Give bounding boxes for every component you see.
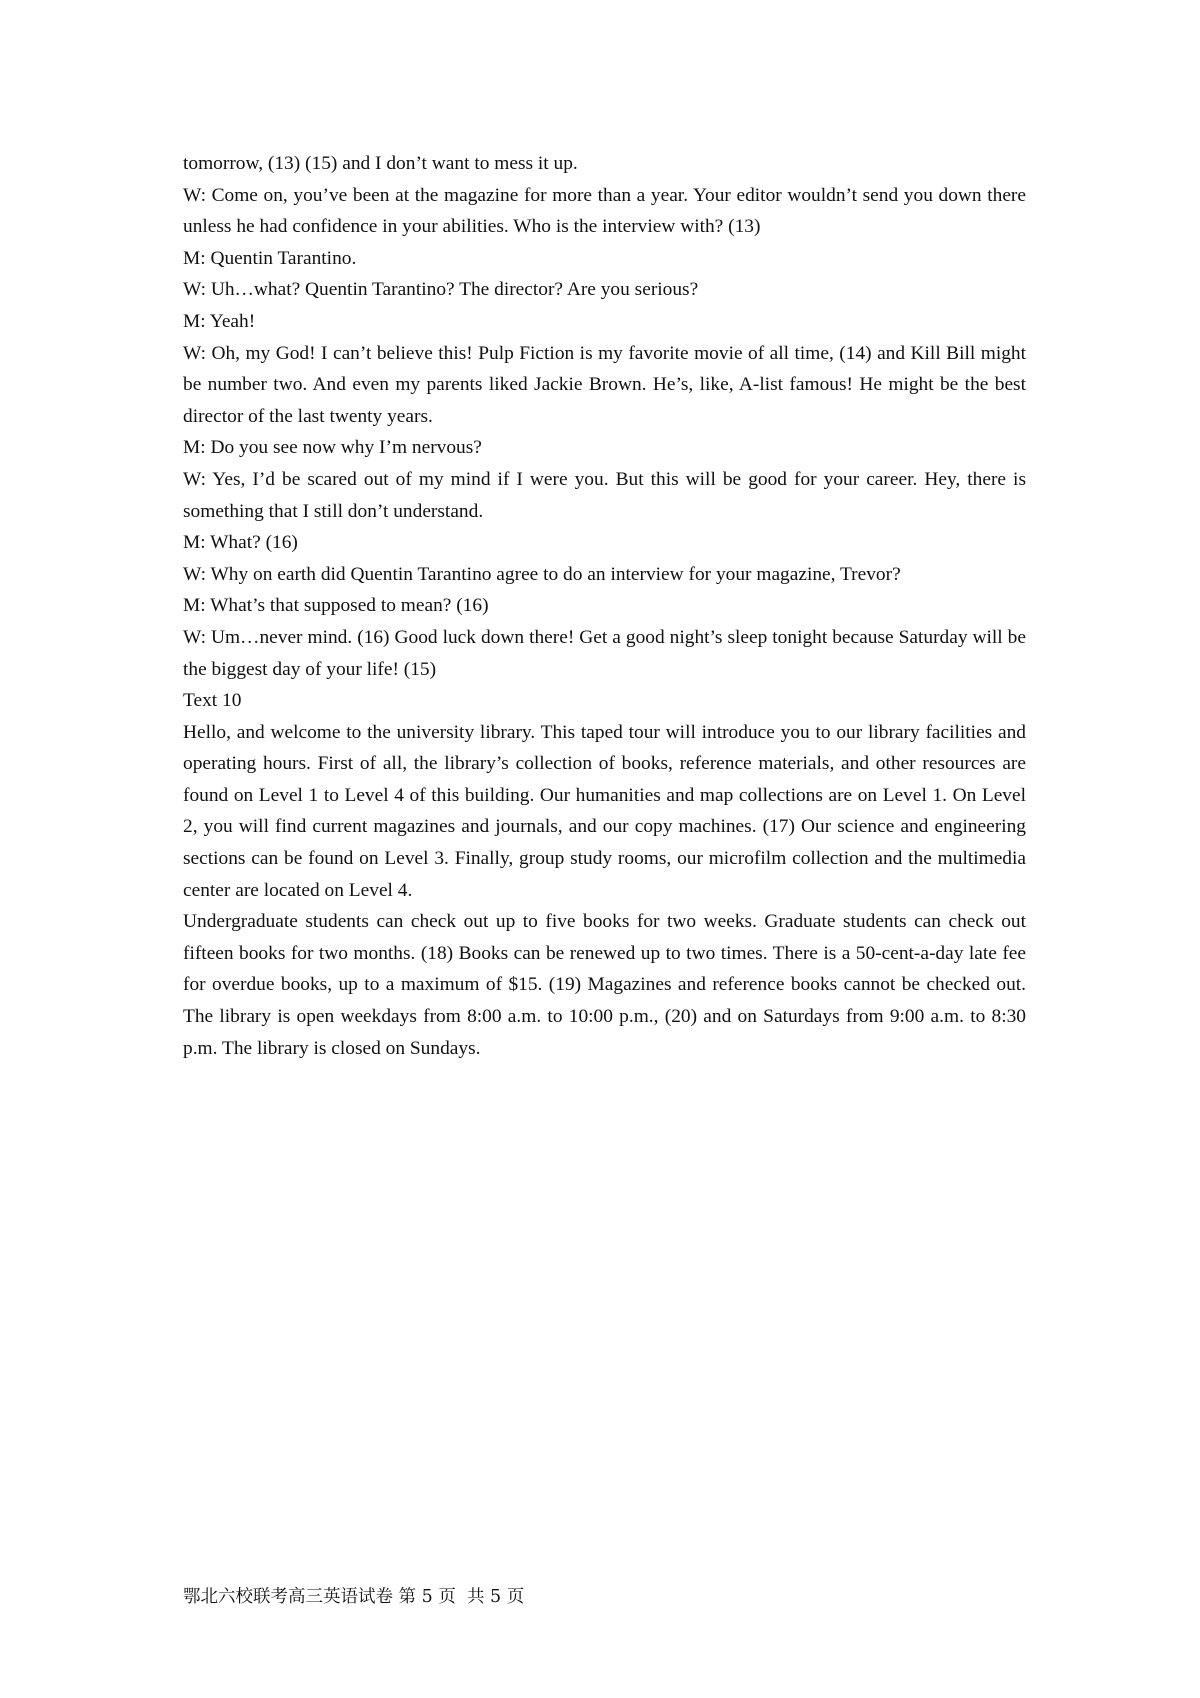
page-footer: 鄂北六校联考高三英语试卷 第 5 页 共 5 页: [183, 1587, 525, 1607]
paragraph-line: M: Yeah!: [183, 310, 256, 332]
paragraph-line: W: Oh, my God! I can’t believe this! Pulp Fiction is my favorite movie of all time, (14) and Kill Bill might be number two. And even my parents liked Jackie Brown. He’s, like, A-list famous! He might be the best director of the last twenty years.: [183, 342, 1026, 427]
paragraph-line: M: Do you see now why I’m nervous?: [183, 437, 482, 459]
paragraph-line: tomorrow, (13) (15) and I don’t want to mess it up.: [183, 153, 578, 174]
paragraph-line: W: Uh…what? Quentin Tarantino? The director? Are you serious?: [183, 279, 699, 301]
paragraph-line: W: Come on, you’ve been at the magazine for more than a year. Your editor wouldn’t send you down there unless he had confidence in your abilities. Who is the interview with? (13): [183, 184, 1026, 238]
paragraph-line: W: Why on earth did Quentin Tarantino agree to do an interview for your magazine, Trevor?: [183, 563, 901, 585]
paragraph-line: M: Quentin Tarantino.: [183, 247, 357, 269]
paragraph-line: W: Um…never mind. (16) Good luck down there! Get a good night’s sleep tonight because Saturday will be the biggest day of your life! (15): [183, 626, 1026, 680]
paragraph-line: M: What? (16): [183, 532, 298, 554]
paragraph-line: M: What’s that supposed to mean? (16): [183, 595, 489, 617]
transcript-body: [183, 148, 1026, 1064]
paragraph-line: W: Yes, I’d be scared out of my mind if I were you. But this will be good for your career. Hey, there is something that I still don’t understand.: [183, 468, 1026, 522]
paragraph-line: Hello, and welcome to the university library. This taped tour will introduce you to our library facilities and operating hours. First of all, the library’s collection of books, reference materials, and other resources are found on Level 1 to Level 4 of this building. Our humanities and map collections are on Level 1. On Level 2, you will find current magazines and journals, and our copy machines. (17) Our science and engineering sections can be found on Level 3. Finally, group study rooms, our microfilm collection and the multimedia center are located on Level 4.: [183, 721, 1026, 901]
section-heading: Text 10: [183, 690, 242, 712]
paragraph-line: Undergraduate students can check out up to five books for two weeks. Graduate students can check out fifteen books for two months. (18) Books can be renewed up to two times. There is a 50-cent-a-day late fee for overdue books, up to a maximum of $15. (19) Magazines and reference books cannot be checked out. The library is open weekdays from 8:00 a.m. to 10:00 p.m., (20) and on Saturdays from 9:00 a.m. to 8:30 p.m. The library is closed on Sundays.: [183, 911, 1026, 1059]
